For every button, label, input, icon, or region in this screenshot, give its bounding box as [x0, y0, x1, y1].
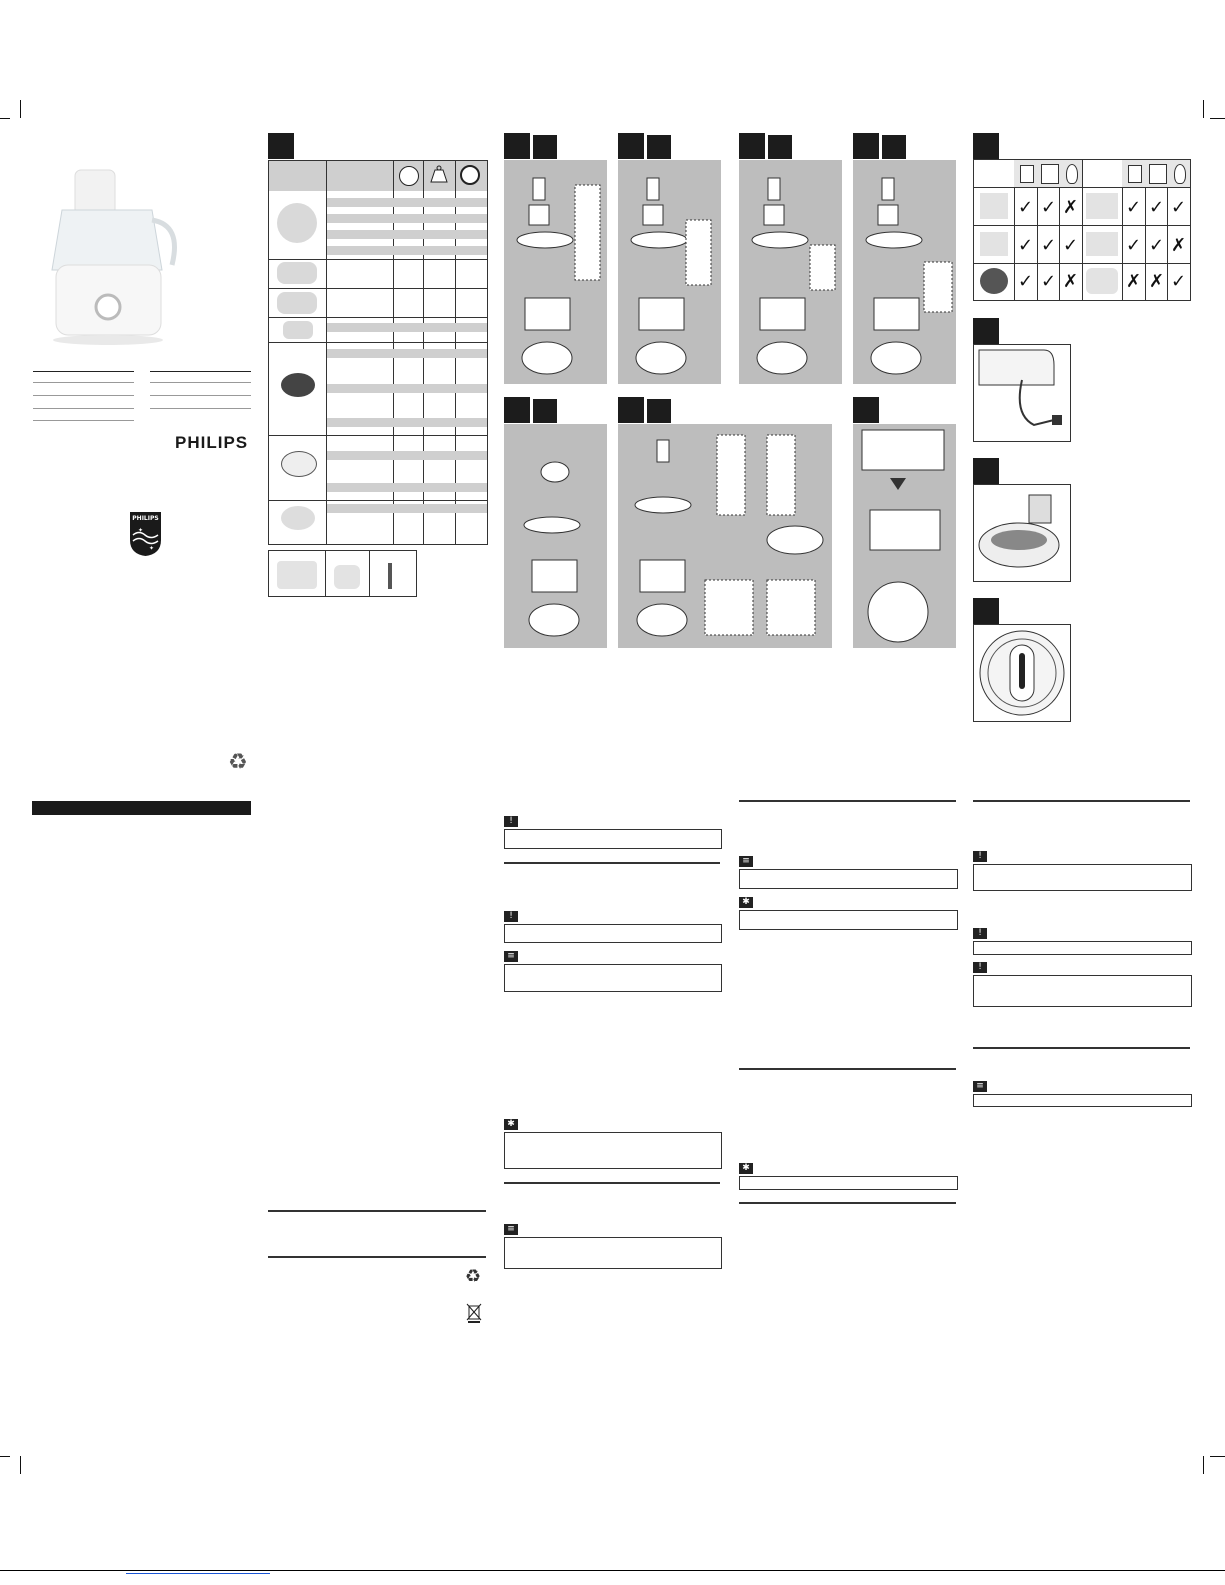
- check-mark: ✓: [1126, 197, 1142, 218]
- tap-icon: [1020, 165, 1034, 183]
- tip-icon: ✱: [739, 1163, 753, 1174]
- tap-icon: [1128, 165, 1142, 183]
- note-icon: ≡: [504, 1224, 518, 1235]
- section-rule: [739, 1202, 956, 1204]
- check-mark: ✓: [1149, 235, 1165, 256]
- lid-illustration: [973, 624, 1071, 722]
- section-rule: [268, 1210, 486, 1212]
- disc-storage-illustration: [973, 484, 1071, 582]
- check-mark: ✓: [1018, 271, 1034, 292]
- crop-mark: [1210, 1456, 1225, 1457]
- note-icon: ≡: [504, 951, 518, 962]
- important-icon: !: [973, 851, 987, 862]
- svg-text:✦: ✦: [149, 545, 155, 552]
- chopper-illustration: [980, 193, 1008, 219]
- section-rule: [739, 800, 956, 802]
- section-rule: [268, 1256, 486, 1258]
- tip-icon: ✱: [739, 897, 753, 908]
- check-mark: ✓: [1063, 235, 1079, 256]
- section-rule: [504, 862, 720, 864]
- philips-wordmark: PHILIPS: [175, 433, 249, 452]
- crop-mark: [20, 1456, 21, 1474]
- check-mark: ✓: [1126, 235, 1142, 256]
- warning-icon: !: [504, 816, 518, 827]
- crop-mark: [0, 1456, 10, 1457]
- recycle-icon: ♻: [228, 750, 248, 775]
- cross-mark: ✗: [1149, 271, 1165, 292]
- warning-icon: !: [973, 928, 987, 939]
- whisk-illustration: [980, 232, 1008, 256]
- check-mark: ✓: [1018, 197, 1034, 218]
- section-rule: [739, 1068, 956, 1070]
- recycle-icon: ♻: [465, 1266, 482, 1287]
- note-box: [504, 1237, 722, 1269]
- drop-icon: [1066, 164, 1078, 184]
- section-badge: [973, 318, 999, 344]
- check-mark: ✓: [1041, 197, 1057, 218]
- dishwasher-icon: [1149, 164, 1167, 184]
- motor-illustration: [1086, 268, 1118, 294]
- check-mark: ✓: [1171, 197, 1187, 218]
- crop-mark: [1203, 1456, 1204, 1474]
- important-box: [504, 924, 722, 943]
- cross-mark: ✗: [1126, 271, 1142, 292]
- section-rule: [973, 1047, 1190, 1049]
- note-box: [739, 869, 958, 889]
- cross-mark: ✗: [1171, 235, 1187, 256]
- tip-box: [739, 1176, 958, 1190]
- important-icon: !: [973, 962, 987, 973]
- citrus-illustration: [1086, 232, 1118, 256]
- dishwasher-icon: [1041, 164, 1059, 184]
- note-box: [973, 1094, 1192, 1107]
- note-box: [504, 964, 722, 992]
- section-badge: [973, 458, 999, 484]
- svg-text:✦: ✦: [138, 527, 144, 534]
- footer-link-underline[interactable]: [126, 1573, 270, 1574]
- blender-illustration: [1086, 193, 1118, 219]
- important-box: [973, 975, 1192, 1007]
- tip-box: [504, 1132, 722, 1169]
- language-bar: [32, 801, 251, 815]
- weee-bin-icon: [466, 1303, 482, 1323]
- warning-box: [973, 941, 1192, 955]
- disc-illustration: [980, 268, 1008, 294]
- page-footer-rule: [0, 1570, 1225, 1571]
- warning-box: [504, 829, 722, 849]
- section-badge: [973, 133, 999, 159]
- dishwasher-table: [973, 159, 1191, 301]
- tip-box: [739, 910, 958, 930]
- note-icon: ≡: [739, 856, 753, 867]
- tip-icon: ✱: [504, 1119, 518, 1130]
- cord-illustration: [973, 344, 1071, 442]
- important-icon: !: [504, 911, 518, 922]
- section-badge: [973, 598, 999, 624]
- important-box: [973, 864, 1192, 891]
- cross-mark: ✗: [1063, 271, 1079, 292]
- cross-mark: ✗: [1063, 197, 1079, 218]
- check-mark: ✓: [1041, 271, 1057, 292]
- check-mark: ✓: [1171, 271, 1187, 292]
- check-mark: ✓: [1149, 197, 1165, 218]
- section-rule: [973, 800, 1190, 802]
- drop-icon: [1174, 164, 1186, 184]
- note-icon: ≡: [973, 1081, 987, 1092]
- svg-text:PHILIPS: PHILIPS: [132, 515, 159, 522]
- check-mark: ✓: [1018, 235, 1034, 256]
- check-mark: ✓: [1041, 235, 1057, 256]
- section-rule: [504, 1182, 720, 1184]
